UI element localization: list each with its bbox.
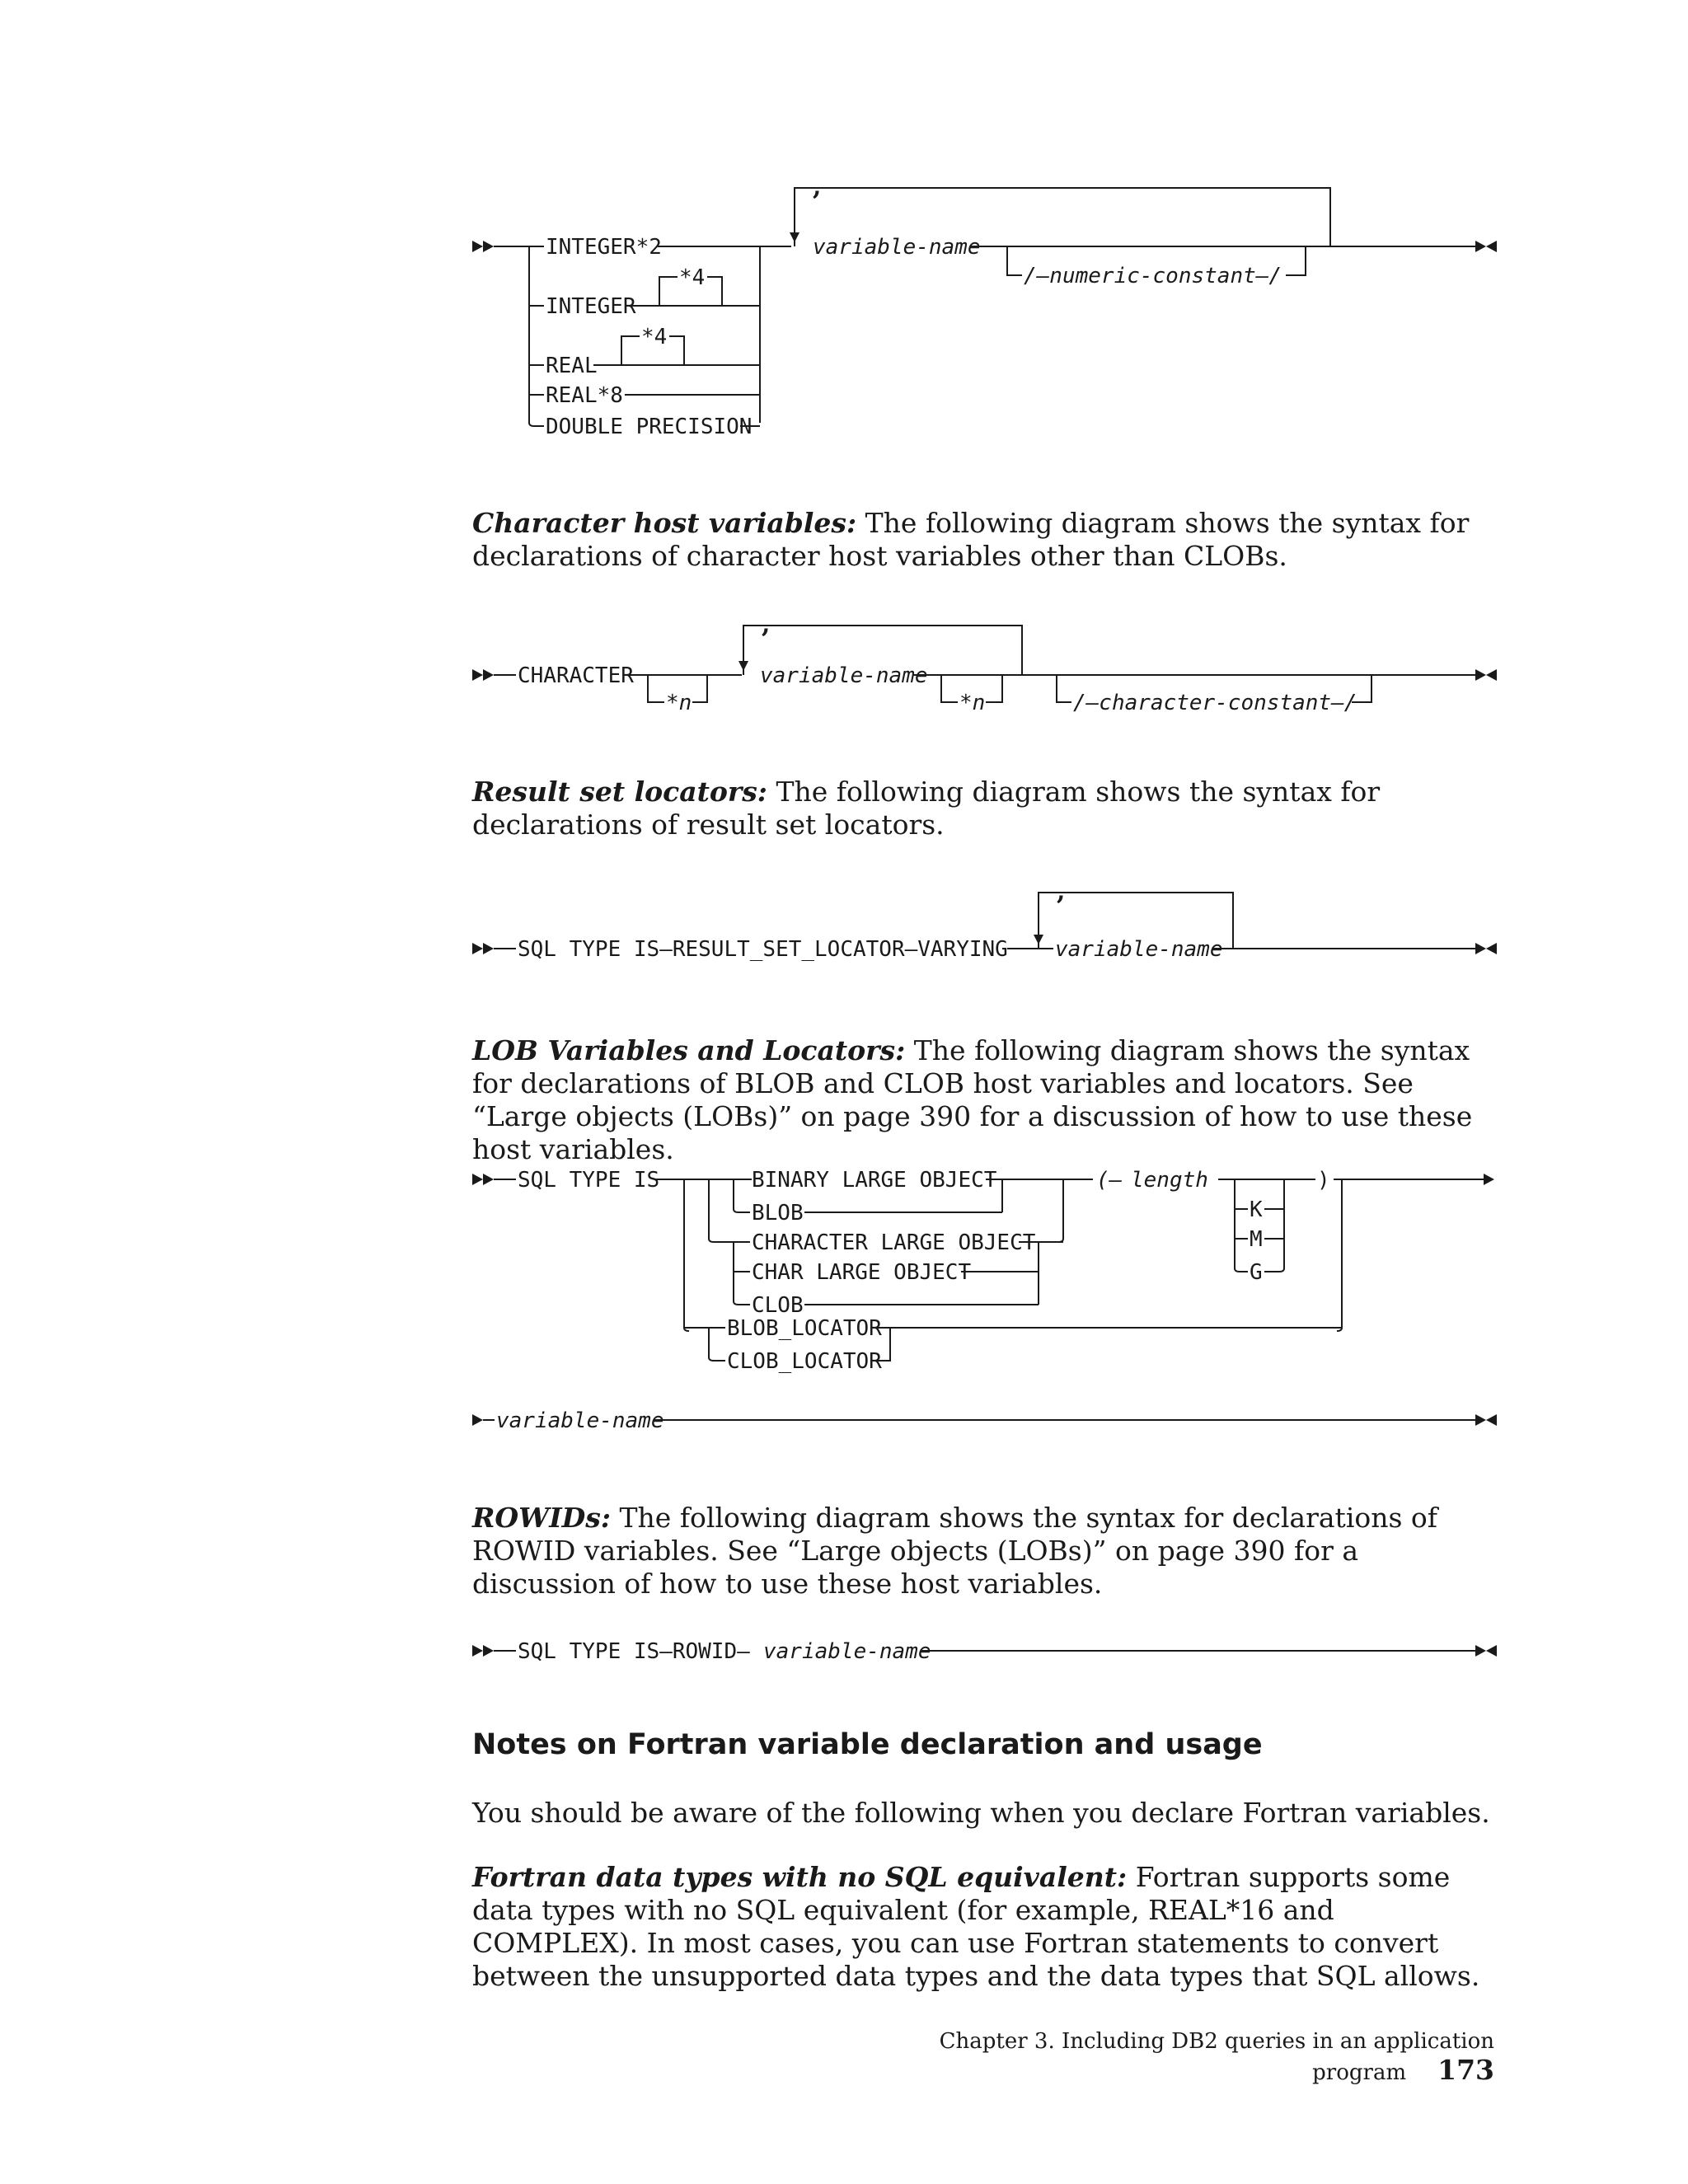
keyword-rowid: SQL TYPE IS—ROWID— bbox=[518, 1639, 750, 1664]
type-real8: REAL*8 bbox=[546, 383, 623, 408]
end-marker bbox=[1475, 241, 1497, 252]
type-double-precision: DOUBLE PRECISION bbox=[546, 415, 753, 439]
intro-paragraph: You should be aware of the following when you declare Fortran variables. bbox=[472, 1797, 1490, 1829]
numeric-constant-label: /—numeric-constant—/ bbox=[1024, 264, 1282, 288]
fortran-types-text: Fortran supports some data types with no SQL equivalent (for example, REAL*16 and COMPLEX). In most cases, you can use Fortran statements to convert between the unsupported data types and the data types that SQL allows. bbox=[472, 1861, 1480, 1992]
length-open-paren: (— bbox=[1096, 1168, 1123, 1193]
length-close-paren: ) bbox=[1317, 1168, 1330, 1193]
opt-length-4b: *4 bbox=[641, 325, 668, 349]
lob-variables-term: LOB Variables and Locators: bbox=[472, 1034, 906, 1066]
repeat-separator-comma: , bbox=[762, 610, 771, 639]
continuation-start-arrow bbox=[472, 1414, 483, 1426]
type-integer: INTEGER bbox=[546, 294, 636, 319]
result-set-locators-paragraph bbox=[472, 776, 1494, 841]
end-marker bbox=[1475, 669, 1497, 681]
start-marker bbox=[472, 669, 494, 681]
repeat-separator-comma: , bbox=[1057, 877, 1066, 906]
lob-syntax-diagram bbox=[0, 1154, 1688, 1434]
type-blob-locator: BLOB_LOCATOR bbox=[727, 1316, 882, 1341]
opt-n2-label: *n bbox=[959, 691, 986, 715]
unit-m: M bbox=[1250, 1227, 1263, 1252]
result-set-locator-syntax-diagram bbox=[0, 877, 1688, 964]
footer-chapter: Chapter 3. Including DB2 queries in an application program bbox=[939, 2029, 1494, 2085]
type-integer2: INTEGER*2 bbox=[546, 235, 662, 260]
character-syntax-diagram bbox=[0, 610, 1688, 725]
keyword-sql-type-is: SQL TYPE IS bbox=[518, 1168, 660, 1193]
result-set-locators-text: The following diagram shows the syntax for declarations of result set locators. bbox=[472, 776, 1381, 841]
type-blob: BLOB bbox=[752, 1201, 804, 1226]
type-char-large-object: CHAR LARGE OBJECT bbox=[752, 1260, 972, 1285]
character-host-variables-text: The following diagram shows the syntax for declarations of character host variables other than CLOBs. bbox=[472, 507, 1470, 572]
character-host-variables-term: Character host variables: bbox=[472, 507, 857, 539]
rowid-syntax-diagram bbox=[0, 1632, 1688, 1673]
rowids-text: The following diagram shows the syntax for declarations of ROWID variables. See “Large objects (LOBs)” on page 390 for a discussion of how to use these host variables. bbox=[472, 1502, 1437, 1600]
type-real: REAL bbox=[546, 354, 598, 378]
opt-length-4: *4 bbox=[679, 265, 706, 290]
start-marker bbox=[472, 943, 494, 954]
rowids-paragraph bbox=[472, 1502, 1494, 1601]
length-label: length bbox=[1131, 1168, 1208, 1193]
variable-name-label: variable-name bbox=[813, 235, 981, 260]
variable-name-label: variable-name bbox=[1055, 937, 1223, 962]
unit-k: K bbox=[1250, 1197, 1263, 1222]
end-marker bbox=[1475, 1645, 1497, 1657]
section-heading: Notes on Fortran variable declaration and usage bbox=[472, 1728, 1263, 1761]
type-clob: CLOB bbox=[752, 1293, 804, 1318]
character-constant-label: /—character-constant—/ bbox=[1073, 691, 1357, 715]
page-footer bbox=[831, 2029, 1494, 2086]
end-marker bbox=[1475, 943, 1497, 954]
result-set-locators-term: Result set locators: bbox=[472, 776, 767, 808]
repeat-separator-comma: , bbox=[813, 172, 822, 201]
fortran-types-term: Fortran data types with no SQL equivalent: bbox=[472, 1861, 1128, 1893]
numeric-syntax-diagram bbox=[0, 165, 1688, 445]
unit-g: G bbox=[1250, 1260, 1263, 1285]
type-binary-large-object: BINARY LARGE OBJECT bbox=[752, 1168, 997, 1193]
start-marker bbox=[472, 1174, 494, 1185]
start-marker bbox=[472, 241, 494, 252]
type-clob-locator: CLOB_LOCATOR bbox=[727, 1349, 882, 1374]
lob-variables-text: The following diagram shows the syntax for declarations of BLOB and CLOB host variables and locators. See “Large objects (LOBs)” on page 390 for a discussion of how to use these host variables. bbox=[472, 1034, 1473, 1165]
end-marker bbox=[1475, 1414, 1497, 1426]
opt-n-label: *n bbox=[666, 691, 692, 715]
keyword-result-set-locator: SQL TYPE IS—RESULT_SET_LOCATOR—VARYING bbox=[518, 937, 1008, 962]
start-marker bbox=[472, 1645, 494, 1657]
variable-name-label: variable-name bbox=[760, 663, 928, 688]
variable-name-label: variable-name bbox=[763, 1639, 931, 1664]
rowids-term: ROWIDs: bbox=[472, 1502, 612, 1534]
fortran-types-paragraph bbox=[472, 1861, 1494, 1993]
type-character-large-object: CHARACTER LARGE OBJECT bbox=[752, 1230, 1036, 1255]
page-number: 173 bbox=[1437, 2054, 1494, 2086]
continuation-arrow bbox=[1484, 1174, 1494, 1185]
character-host-variables-paragraph bbox=[472, 507, 1494, 573]
lob-variables-paragraph bbox=[472, 1034, 1494, 1166]
keyword-character: CHARACTER bbox=[518, 663, 634, 688]
variable-name-label: variable-name bbox=[496, 1408, 664, 1433]
